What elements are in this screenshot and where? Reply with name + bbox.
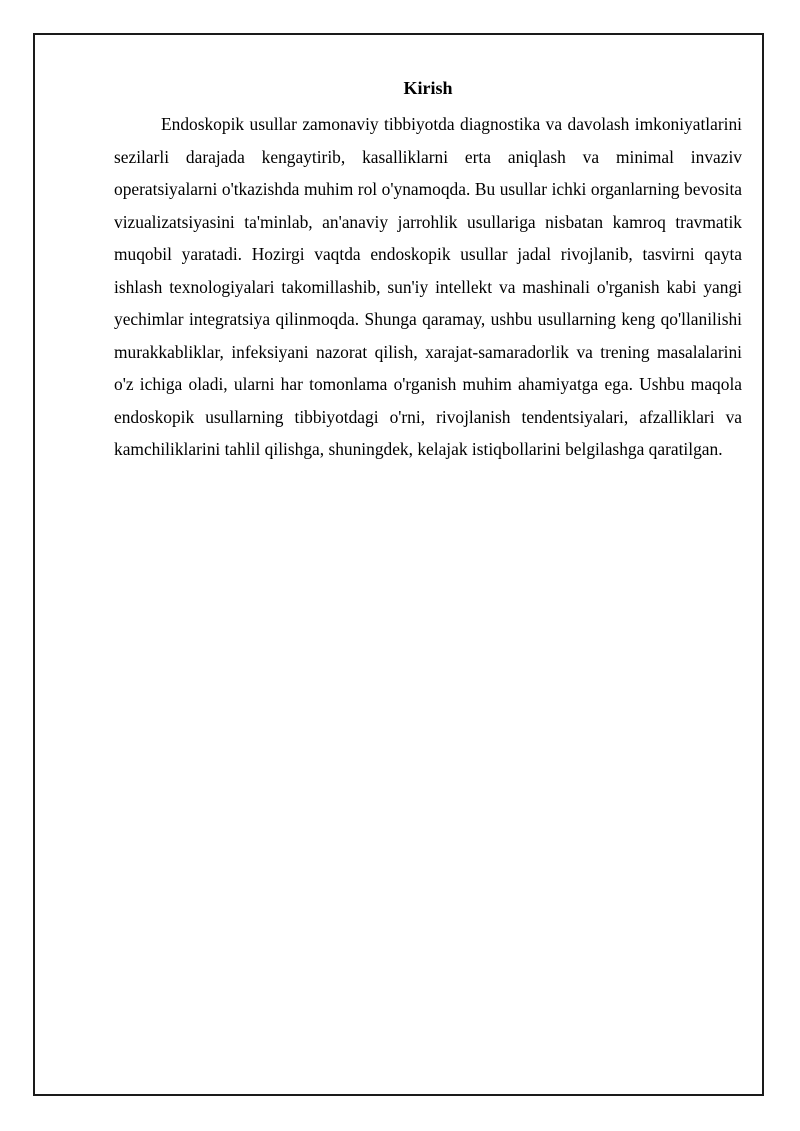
section-title: Kirish bbox=[403, 78, 453, 98]
document-content bbox=[114, 74, 742, 466]
intro-paragraph: Endoskopik usullar zamonaviy tibbiyotda diagnostika va davolash imkoniyatlarini sezilarli darajada kengaytirib, kasalliklarni erta aniqlash va minimal invaziv operatsiyalarni o'tkazishda muhim rol o'ynamoqda. Bu usullar ichki organlarning bevosita vizualizatsiyasini ta'minlab, an'anaviy jarrohlik usullariga nisbatan kamroq travmatik muqobil yaratadi. Hozirgi vaqtda endoskopik usullar jadal rivojlanib, tasvirni qayta ishlash texnologiyalari takomillashib, sun'iy intellekt va mashinali o'rganish kabi yangi yechimlar integratsiya qilinmoqda. Shunga qaramay, ushbu usullarning keng qo'llanilishi murakkabliklar, infeksiyani nazorat qilish, xarajat-samaradorlik va trening masalalarini o'z ichiga oladi, ularni har tomonlama o'rganish muhim ahamiyatga ega. Ushbu maqola endoskopik usullarning tibbiyotdagi o'rni, rivojlanish tendentsiyalari, afzalliklari va kamchiliklarini tahlil qilishga, shuningdek, kelajak istiqbollarini belgilashga qaratilgan. bbox=[114, 114, 742, 459]
